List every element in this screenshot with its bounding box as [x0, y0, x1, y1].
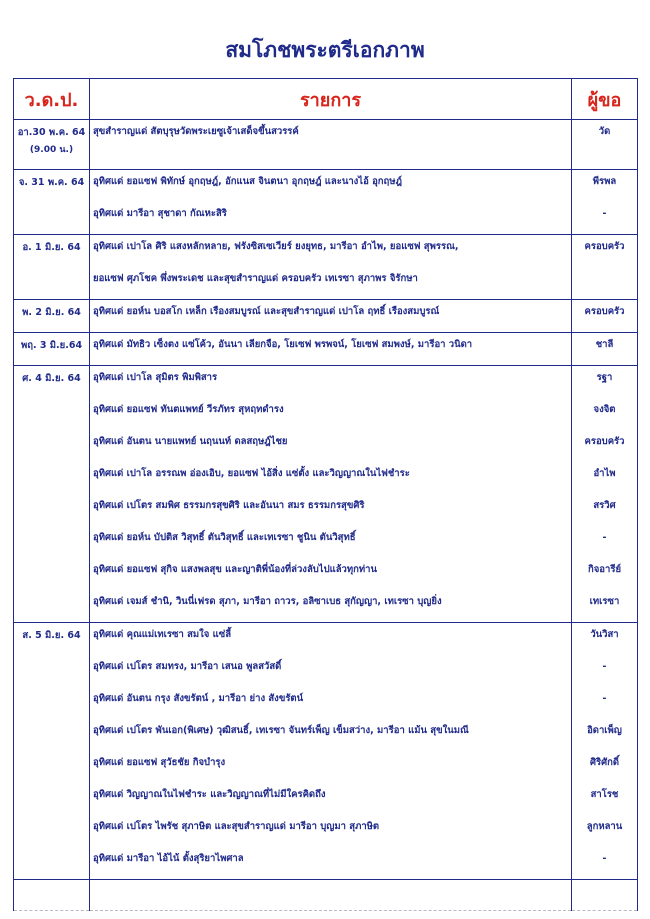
- requester-name: เทเรซา: [589, 596, 620, 607]
- item-text: อุทิศแด่ ยอห์น บอสโก เหล็ก เรืองสมบูรณ์ และสุขสำราญแด่ เปาโล ฤทธิ์ เรืองสมบูรณ์: [93, 306, 440, 317]
- requester-name: -: [602, 853, 607, 864]
- requester-name: ลูกหลาน: [586, 821, 623, 832]
- requester-name: วัด: [598, 126, 611, 137]
- date-cell: [14, 333, 90, 366]
- date-text: [14, 333, 89, 353]
- requester-cell: [572, 170, 638, 235]
- item-text: อุทิศแด่ เปาโล อรรณพ อ่องเอิบ, ยอแซฟ ไอ้สิ่ง แซ่ตั้ง และวิญญาณในไฟชำระ: [93, 468, 410, 479]
- date-text: [14, 120, 89, 157]
- item-text: อุทิศแด่ มัทธิว เซ็งตง แซ่โค้ว, อันนา เลียกจือ, โยเซฟ พรพจน์, โยเซฟ สมพงษ์, มารีอา วนิดา: [93, 339, 473, 350]
- item-text: ยอแซฟ ศุภโชค พึ่งพระเดช และสุขสำราญแด่ ครอบครัว เทเรซา สุภาพร จิรักษา: [93, 273, 418, 284]
- date-cell: [14, 300, 90, 333]
- date-label: พ. 2 มิ.ย. 64: [22, 307, 81, 318]
- header-date: ว.ด.ป.: [14, 79, 90, 120]
- requester-name: รฐา: [596, 372, 613, 383]
- requester-cell: [572, 300, 638, 333]
- items-cell: [90, 235, 572, 300]
- empty-cell: [14, 880, 90, 911]
- date-time: (9.00 น.): [29, 145, 74, 155]
- requester-name: ชาลี: [595, 339, 614, 350]
- requester-cell: [572, 366, 638, 623]
- requester-name: ครอบครัว: [584, 436, 625, 447]
- requester-name: สรวิศ: [593, 500, 616, 511]
- date-cell: [14, 366, 90, 623]
- requester-name: -: [602, 208, 607, 219]
- date-label: อา.30 พ.ค. 64: [17, 127, 86, 138]
- date-cell: [14, 120, 90, 170]
- date-text: [14, 623, 89, 643]
- item-text: อุทิศแด่ เจมส์ ชำนิ, วินนี่เฟรด สุภา, มารีอา ถาวร, อลิซาเบธ สุกัญญา, เทเรซา บุญยิ่ง: [93, 596, 442, 607]
- requester-cell: [572, 623, 638, 880]
- table-row: [14, 170, 638, 235]
- table-row: [14, 120, 638, 170]
- item-text: อุทิศแด่ อันตน กรุง สังขรัตน์ , มารีอา ย่าง สังขรัตน์: [93, 693, 304, 704]
- date-label: ส. 5 มิ.ย. 64: [22, 630, 81, 641]
- item-text: อุทิศแด่ อันตน นายแพทย์ นฤนนท์ ดลสฤษฎ์ไชย: [93, 436, 288, 447]
- requester-name: ครอบครัว: [584, 306, 625, 317]
- date-text: [14, 366, 89, 386]
- table-row: [14, 235, 638, 300]
- table-header-row: [14, 79, 638, 120]
- empty-cell: [572, 880, 638, 911]
- requester-name: กิจอารีย์: [587, 564, 622, 575]
- requester-name: [572, 267, 637, 299]
- item-text: อุทิศแด่ ยอแซฟ สุวัธชัย กิจบำรุง: [93, 757, 226, 768]
- items-cell: [90, 120, 572, 170]
- schedule-table: [13, 78, 638, 911]
- items-cell: [90, 170, 572, 235]
- requester-name: อิดาเพ็ญ: [587, 725, 622, 736]
- item-text: อุทิศแด่ วิญญาณในไฟชำระ และวิญญาณที่ไม่มีใครคิดถึง: [93, 789, 326, 800]
- date-label: จ. 31 พ.ค. 64: [18, 177, 85, 188]
- requester-name: -: [602, 532, 607, 543]
- requester-name: อำไพ: [593, 468, 616, 479]
- date-label: อ. 1 มิ.ย. 64: [22, 242, 81, 253]
- requester-name: -: [602, 693, 607, 704]
- items-cell: [90, 623, 572, 880]
- table-row: [14, 366, 638, 623]
- requester-cell: [572, 333, 638, 366]
- date-label: ศ. 4 มิ.ย. 64: [22, 373, 81, 384]
- item-text: อุทิศแด่ เปโตร ไพรัช สุภาษิต และสุขสำราญแด่ มารีอา บุญมา สุภาษิต: [93, 821, 380, 832]
- date-text: [14, 235, 89, 255]
- item-text: อุทิศแด่ ยอแซฟ สุกิจ แสงพลสุข และญาติพี่น้องที่ล่วงลับไปแล้วทุกท่าน: [93, 564, 377, 575]
- requester-name: วันวิสา: [590, 629, 619, 640]
- item-text: อุทิศแด่ คุณแม่เทเรซา สมใจ แซ่ลี้: [93, 629, 232, 640]
- date-text: [14, 170, 89, 190]
- items-cell: [90, 300, 572, 333]
- date-label: พฤ. 3 มิ.ย.64: [20, 340, 83, 351]
- item-text: อุทิศแด่ เปาโล สุมิตร พิมพิสาร: [93, 372, 218, 383]
- items-cell: [90, 333, 572, 366]
- header-items: รายการ: [90, 79, 572, 120]
- date-cell: [14, 235, 90, 300]
- header-requester: ผู้ขอ: [572, 79, 638, 120]
- date-cell: [14, 170, 90, 235]
- requester-name: จงจิต: [593, 404, 616, 415]
- item-text: อุทิศแด่ เปโตร พันเอก(พิเศษ) วุฒิสนธิ์, เทเรซา จันทร์เพ็ญ เข็มสว่าง, มารีอา แม้น สุขในมณี: [93, 725, 469, 736]
- item-text: อุทิศแด่ เปาโล ศิริ แสงหลักหลาย, ฟรังซิสเซเวียร์ ยงยุทธ, มารีอา อำไพ, ยอแซฟ สุพรรณ,: [93, 241, 459, 252]
- row-spacer: [572, 152, 637, 169]
- requester-cell: [572, 235, 638, 300]
- items-cell: [90, 366, 572, 623]
- table-row: [14, 333, 638, 366]
- item-text: อุทิศแด่ ยอแซฟ พิทักษ์ อุกฤษฎ์, อักแนส จินตนา อุกฤษฎ์ และนางไอ้ อุกฤษฎ์: [93, 176, 402, 187]
- item-text: อุทิศแด่ มารีอา ไอ้ไน้ ตั้งสุริยาไพศาล: [93, 853, 244, 864]
- date-cell: [14, 623, 90, 880]
- date-text: [14, 300, 89, 320]
- requester-name: ศิริศักดิ์: [589, 757, 620, 768]
- item-text: อุทิศแด่ ยอห์น บัปติส วิสุทธิ์ ตันวิสุทธิ์ และเทเรซา ชูนิน ตันวิสุทธิ์: [93, 532, 356, 543]
- row-spacer: [90, 152, 571, 169]
- requester-name: สาโรช: [590, 789, 619, 800]
- empty-row: [14, 880, 638, 911]
- item-text: อุทิศแด่ ยอแซฟ ทันตแพทย์ วีรภัทร สุหฤทดำรง: [93, 404, 284, 415]
- item-text: อุทิศแด่ เปโตร สมทรง, มารีอา เสนอ พูลสวัสดิ์: [93, 661, 282, 672]
- table-row: [14, 300, 638, 333]
- table-row: [14, 623, 638, 880]
- requester-name: ครอบครัว: [584, 241, 625, 252]
- empty-cell: [90, 880, 572, 911]
- requester-name: พีรพล: [592, 176, 617, 187]
- item-text: สุขสำราญแด่ สัตบุรุษวัดพระเยซูเจ้าเสด็จขึ้นสวรรค์: [93, 126, 299, 137]
- page-title: สมโภชพระตรีเอกภาพ: [225, 38, 425, 62]
- requester-name: -: [602, 661, 607, 672]
- item-text: อุทิศแด่ เปโตร สมพิศ ธรรมกรสุขศิริ และอันนา สมร ธรรมกรสุขศิริ: [93, 500, 365, 511]
- item-text: อุทิศแด่ มารีอา สุชาดา กัณหะสิริ: [93, 208, 227, 219]
- requester-cell: [572, 120, 638, 170]
